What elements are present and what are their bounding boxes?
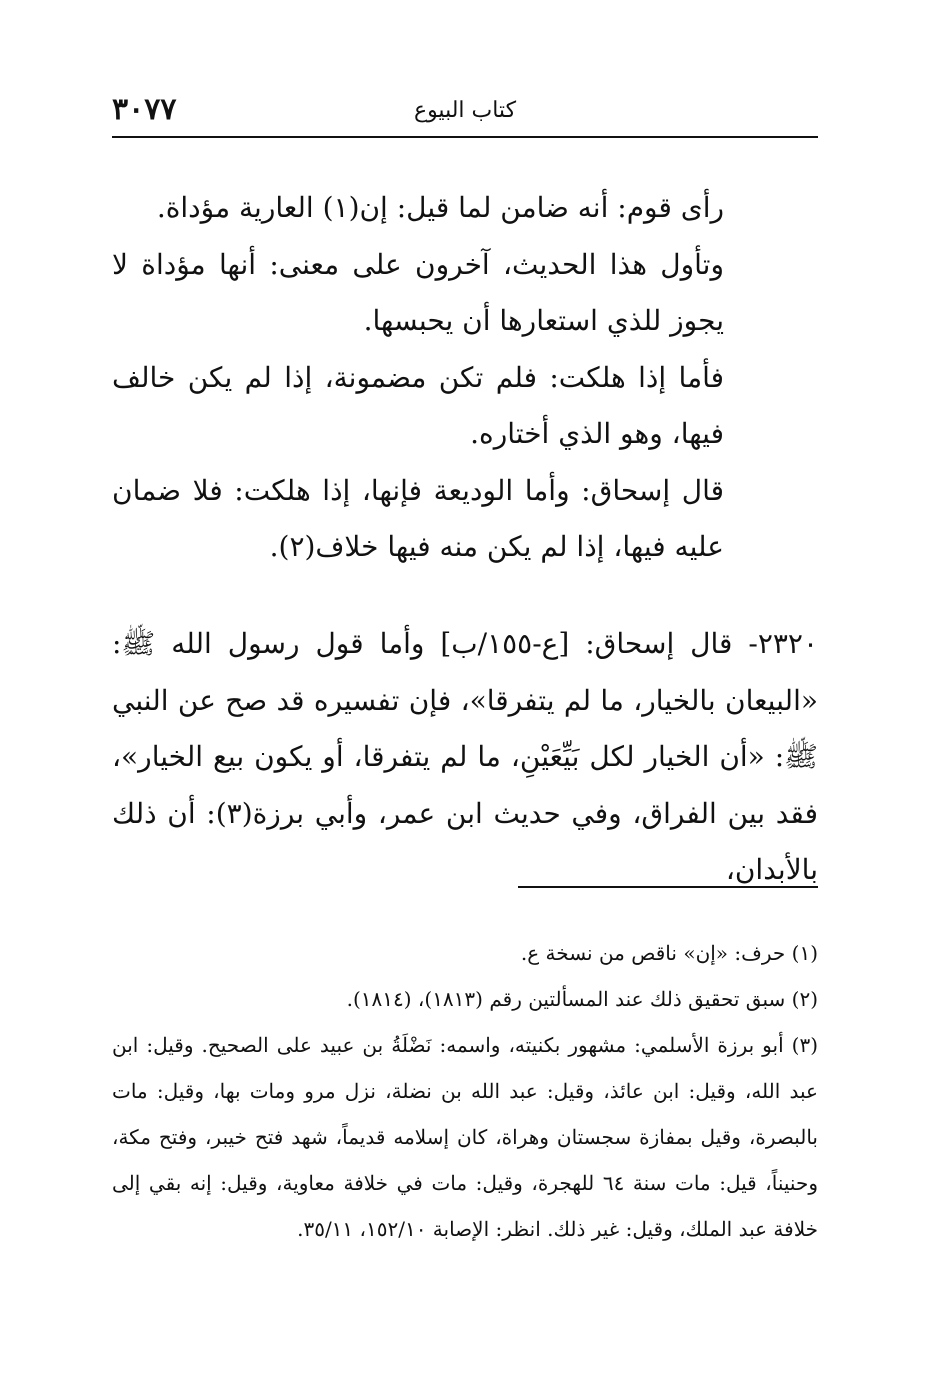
issue-text: قال إسحاق: [ع-١٥٥/ب] وأما قول رسول الله ﷺ: «البيعان بالخيار، ما لم يتفرقا»، فإن تفسيره قد صح عن النبي ﷺ: «أن الخيار لكل بَيِّعَيْنِ، ما لم يتفرقا، أو يكون بيع الخيار»، فقد بين الفراق، وفي حديث ابن عمر، وأبي برزة(٣): أن ذلك بالأبدان، (112, 627, 818, 886)
footnote-divider (518, 886, 818, 888)
paragraph: رأى قوم: أنه ضامن لما قيل: إن(١) العارية مؤداة. (156, 191, 724, 224)
footnote: (٣) أبو برزة الأسلمي: مشهور بكنيته، واسمه: نَضْلَةُ بن عبيد على الصحيح. وقيل: ابن عبد الله، وقيل: ابن عائذ، وقيل: عبد الله بن نضلة، نزل مرو ومات بها، وقيل: مات بالبصرة، وقيل بمفازة سجستان وهراة، كان إسلامه قديماً، شهد فتح خيبر، وفتح مكة، وحنيناً، قيل: مات سنة ٦٤ للهجرة، وقيل: مات في خلافة معاوية، وقيل: إنه بقي إلى خلافة عبد الملك، وقيل: غير ذلك. انظر: الإصابة ١٥٢/١٠، ٣٥/١١. (112, 1033, 818, 1241)
page-number: ٣٠٧٧ (112, 92, 177, 127)
paragraph: فأما إذا هلكت: فلم تكن مضمونة، إذا لم يكن خالف فيها، وهو الذي أختاره. (112, 360, 724, 450)
header-divider (112, 136, 818, 138)
paragraph: قال إسحاق: وأما الوديعة فإنها، إذا هلكت: فلا ضمان عليه فيها، إذا لم يكن منه فيها خلاف(٢). (112, 473, 724, 563)
footnotes (112, 930, 818, 1252)
issue-block (112, 616, 818, 899)
issue-number: ٢٣٢٠- (748, 627, 818, 660)
page-header (112, 92, 818, 136)
running-title: كتاب البيوع (413, 98, 517, 123)
issue-paragraph (112, 616, 818, 899)
main-text (112, 180, 724, 576)
paragraph: وتأول هذا الحديث، آخرون على معنى: أنها مؤداة لا يجوز للذي استعارها أن يحبسها. (112, 247, 724, 337)
footnote: (٢) سبق تحقيق ذلك عند المسألتين رقم (١٨١٣)، (١٨١٤). (346, 987, 818, 1011)
footnote: (١) حرف: «إن» ناقص من نسخة ع. (520, 941, 818, 965)
